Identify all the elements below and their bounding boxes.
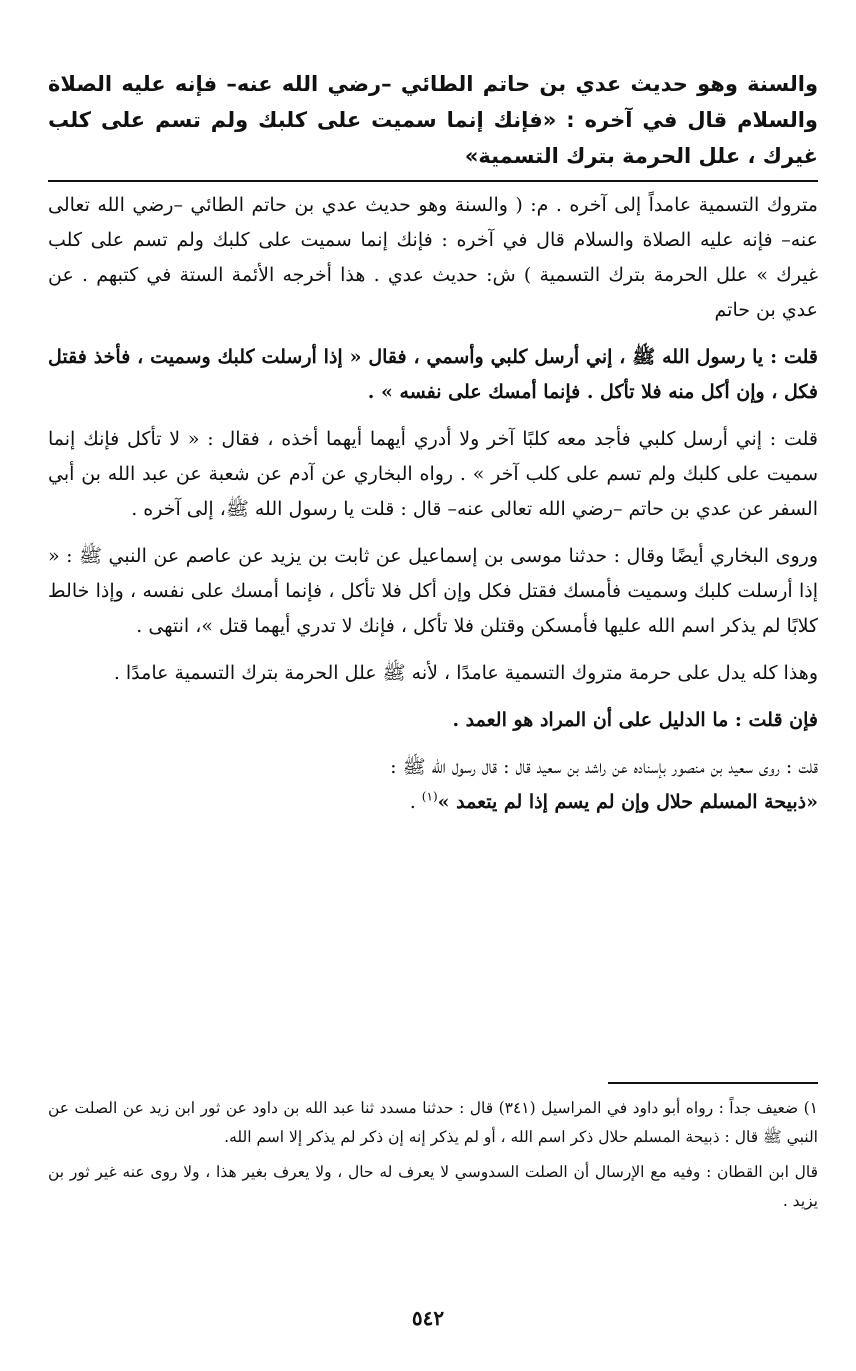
matn-divider <box>48 180 818 182</box>
matn-text: والسنة وهو حديث عدي بن حاتم الطائي –رضي الله عنه– فإنه عليه الصلاة والسلام قال في آخره : «فإنك إنما سميت على كلبك ولم تسم على كلب غيرك ، علل الحرمة بترك التسمية» <box>48 72 818 168</box>
commentary-paragraph: وهذا كله يدل على حرمة متروك التسمية عامدًا ، لأنه ﷺ علل الحرمة بترك التسمية عامدًا . <box>113 662 818 684</box>
commentary-paragraph <box>48 750 818 785</box>
footnote-divider <box>608 1082 818 1084</box>
footnote-marker: (١) <box>421 789 438 804</box>
commentary-paragraph: قلت : يا رسول الله ﷺ ، إني أرسل كلبي وأسمي ، فقال « إذا أرسلت كلبك وسميت ، فأخذ فقتل فكل ، وإن أكل منه فلا تأكل . فإنما أمسك على نفسه » . <box>48 346 819 403</box>
footnotes <box>48 1094 818 1222</box>
footnote: ١) ضعيف جداً : رواه أبو داود في المراسيل (٣٤١) قال : حدثنا مسدد ثنا عبد الله بن داود عن ثور ابن زيد عن الصلت عن النبي ﷺ قال : ذبيحة المسلم حلال ذكر اسم الله ، أو لم يذكر إنه إن ذكر لم يذكر إلا اسم الله. <box>48 1099 818 1146</box>
page-number: ٥٤٢ <box>411 1306 445 1330</box>
hadith-quote: «ذبيحة المسلم حلال وإن لم يسم إذا لم يتعمد » <box>437 791 818 813</box>
commentary-paragraph: فإن قلت : ما الدليل على أن المراد هو العمد . <box>452 709 818 731</box>
footnote: قال ابن القطان : وفيه مع الإرسال أن الصلت السدوسي لا يعرف له حال ، ولا يعرف بغير هذا ، ولا روى عنه غير ثور بن يزيد . <box>48 1163 818 1210</box>
commentary-paragraph: متروك التسمية عامداً إلى آخره . م: ( والسنة وهو حديث عدي بن حاتم الطائي –رضي الله تعالى عنه– فإنه عليه الصلاة والسلام قال في آخره : فإنك إنما سميت على كلبك ولم تسم على كلب غيرك » علل الحرمة بترك التسمية ) ش: حديث عدي . هذا أخرجه الأئمة الستة في كتبهم . عن عدي بن حاتم <box>48 194 818 321</box>
commentary-paragraph: وروى البخاري أيضًا وقال : حدثنا موسى بن إسماعيل عن ثابت بن يزيد عن عاصم عن النبي ﷺ : « إذا أرسلت كلبك وسميت فأمسك فقتل فكل وإن أكل فلا تأكل ، فإنما أمسك على نفسه ، وإذا خالط كلابًا لم يذكر اسم الله عليها فأمسكن وقتلن فلا تأكل ، فإنك لا تدري أيهما قتل »، انتهى . <box>48 545 818 637</box>
commentary-line: قلت : روى سعيد بن منصور بإسناده عن راشد بن سعيد قال : قال رسول الله ﷺ : <box>390 756 818 778</box>
commentary-paragraph: قلت : إني أرسل كلبي فأجد معه كلبًا آخر ولا أدري أيهما أيهما أخذه ، فقال : « لا تأكل فإنك إنما سميت على كلبك ولم تسم على كلب آخر » . رواه البخاري عن آدم عن شعبة عن عبد الله بن أبي السفر عن عدي بن حاتم –رضي الله تعالى عنه– قال : قلت يا رسول الله ﷺ، إلى آخره . <box>48 428 818 520</box>
commentary <box>48 188 818 832</box>
commentary-paragraph: «ذبيحة المسلم حلال وإن لم يسم إذا لم يتعمد »$^{(١)}$ . <box>409 789 818 813</box>
